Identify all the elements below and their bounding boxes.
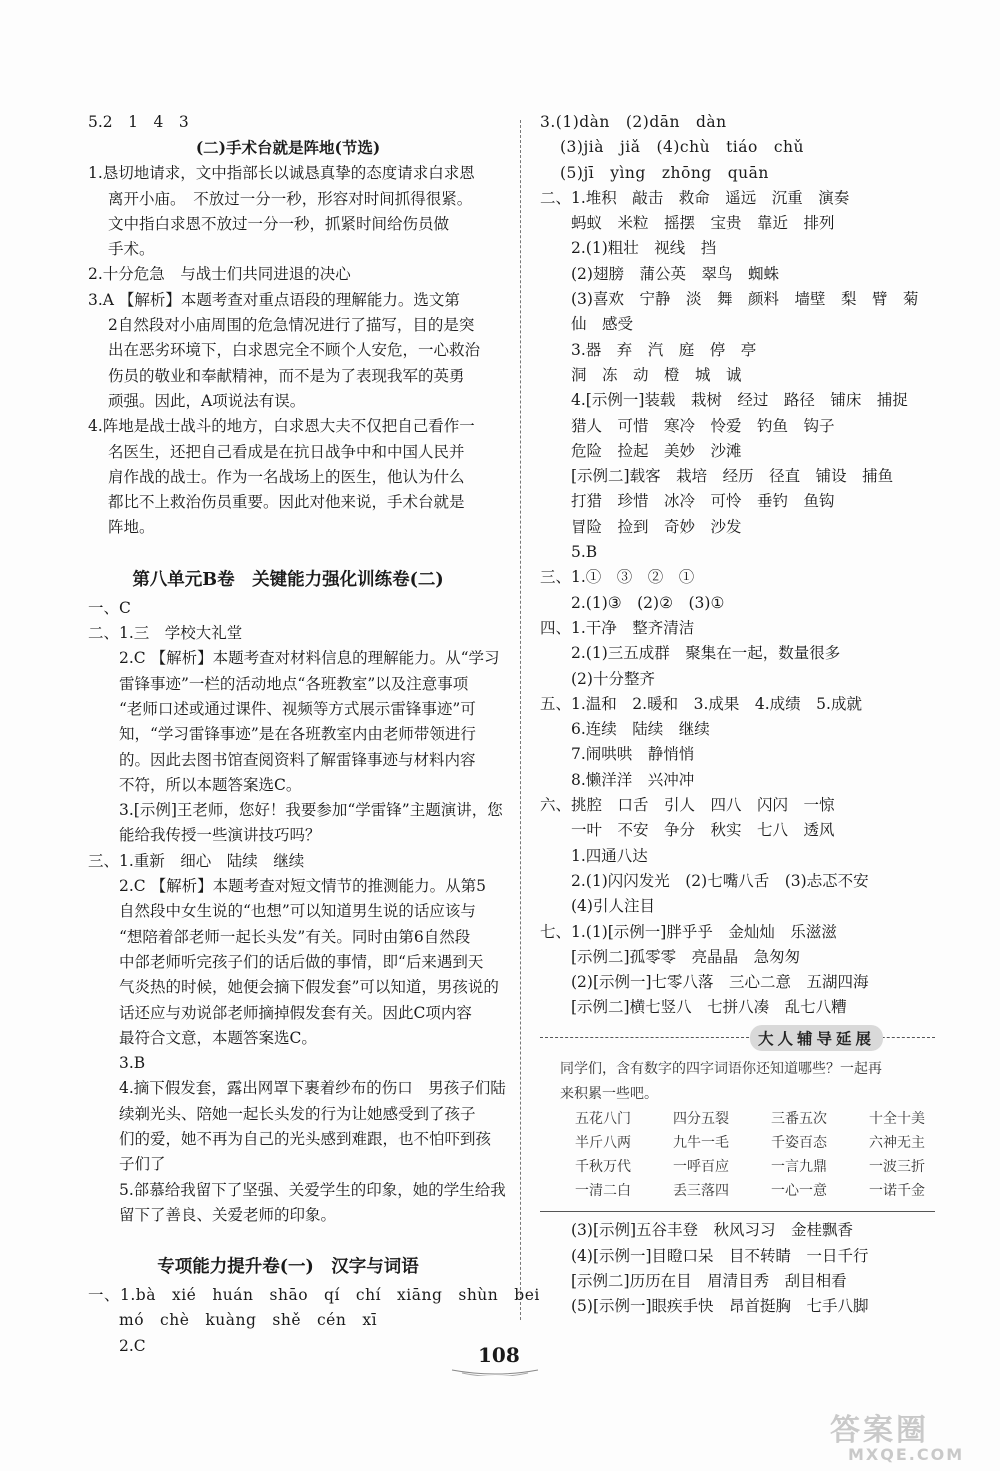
idiom-item: 九牛一毛 [673, 1135, 729, 1152]
idiom-grid [540, 1107, 935, 1203]
idiom-item: 一波三折 [869, 1159, 925, 1176]
answer-line: 一、C [88, 598, 131, 617]
idiom-item: 三番五次 [771, 1111, 827, 1128]
answer-line: 3.B [119, 1054, 146, 1073]
idiom-item: 千姿百态 [771, 1135, 827, 1152]
idiom-item: 一呼百应 [673, 1159, 729, 1176]
section-heading: 专项能力提升卷(一) 汉字与词语 [157, 1257, 419, 1278]
idiom-item: 一心一意 [771, 1183, 827, 1200]
answer-line: 子们了 [119, 1155, 166, 1174]
pinyin-line: (3)jià jiǎ (4)chù tiáo chǔ [560, 138, 804, 157]
answer-line: 4.阵地是战士战斗的地方，白求恩大夫不仅把自己看作一 [88, 417, 475, 436]
answer-line: [示例二]横七竖八 七拼八凑 乱七八糟 [571, 998, 847, 1017]
answer-line: 六、挑腔 口舌 引人 四八 闪闪 一惊 [540, 796, 835, 815]
answer-line: 伤员的敬业和奉献精神，而不是为了表现我军的英勇 [108, 366, 465, 385]
answer-line: [示例二]孤零零 亮晶晶 急匆匆 [571, 947, 801, 966]
answer-line: (3)[示例]五谷丰登 秋风习习 金桂飘香 [571, 1221, 854, 1240]
answer-line: 气炎热的时候，她便会摘下假发套”可以知道，男孩说的 [119, 978, 499, 997]
answer-line: 5.2 1 4 3 [88, 113, 189, 131]
answer-line: 最符合文意，本题答案选C。 [119, 1028, 317, 1047]
answer-line: 一叶 不安 争分 秋实 七八 透风 [571, 821, 835, 840]
answer-line: 猎人 可惜 寒冷 怜爱 钓鱼 钩子 [571, 416, 835, 435]
answer-line: 三、1.重新 细心 陆续 继续 [88, 851, 305, 870]
answer-line: 7.闹哄哄 静悄悄 [571, 745, 695, 764]
answer-line: 2自然段对小庙周围的危急情况进行了描写，目的是突 [108, 316, 475, 335]
parent-guidance-banner [540, 1023, 935, 1053]
answer-line: 2.(1)三五成群 聚集在一起，数量很多 [571, 644, 841, 663]
answer-line: 出在恶劣环境下，白求恩完全不顾个人安危，一心救治 [108, 341, 481, 360]
answer-line: 三、1.① ③ ② ① [540, 568, 695, 587]
answer-line: 二、1.堆积 敲击 救命 遥远 沉重 演奏 [540, 188, 850, 207]
answer-line: 打猎 珍惜 冰冷 可怜 垂钓 鱼钩 [571, 492, 835, 511]
watermark-url: MXQE.COM [848, 1445, 965, 1464]
answer-line: (2)翅膀 蒲公英 翠鸟 蜘蛛 [571, 264, 779, 283]
answer-line: 不符，所以本题答案选C。 [119, 775, 302, 794]
answer-line: (5)[示例一]眼疾手快 昂首挺胸 七手八脚 [571, 1297, 869, 1316]
idiom-item: 一诺千金 [869, 1183, 925, 1200]
answer-line: 3.器 弃 汽 庭 停 亭 [571, 340, 757, 359]
answer-line: 话还应与劝说郃老师摘掉假发套有关。因此C项内容 [119, 1003, 472, 1022]
answer-line: 离开小庙。 不放过一分一秒，形容对时间抓得很紧。 [108, 189, 473, 208]
answer-line: 2.C [119, 1336, 146, 1355]
answer-line: 留下了善良、关爱老师的印象。 [119, 1205, 337, 1224]
answer-line: 危险 捡起 美妙 沙滩 [571, 441, 742, 460]
answer-line: 们的爱，她不再为自己的光头感到难跟，也不怕吓到孩 [119, 1129, 492, 1148]
answer-line: (4)[示例一]目瞪口呆 目不转睛 一日千行 [571, 1246, 869, 1265]
answer-line: 仙 感受 [571, 315, 634, 334]
pinyin-line: (5)jī yìng zhōng quān [560, 163, 769, 182]
pinyin-line: 一、1.bà xié huán shāo qí chí xiāng shùn bei [88, 1286, 540, 1305]
idiom-item: 五花八门 [575, 1111, 631, 1128]
answer-line: 知，“学习雷锋事迹”是在各班教室内由老师带领进行 [119, 725, 476, 744]
idiom-item: 十全十美 [869, 1111, 925, 1128]
idiom-item: 千秋万代 [575, 1159, 631, 1176]
guidance-text: 同学们，含有数字的四字词语你还知道哪些？一起再 [560, 1060, 882, 1077]
answer-line: 4.[示例一]装载 栽树 经过 路径 铺床 捕捉 [571, 391, 908, 410]
answer-line: 2.(1)③ (2)② (3)① [571, 593, 725, 612]
idiom-item: 六神无主 [869, 1135, 925, 1152]
parent-guidance-box [540, 1023, 935, 1213]
answer-line: 能给我传授一些演讲技巧吗？ [119, 826, 321, 845]
answer-line: 中郃老师听完孩子们的话后做的事情，即“后来遇到天 [119, 952, 484, 971]
banner-title: 大人辅导延展 [750, 1025, 883, 1051]
pinyin-line: mó chè kuàng shě cén xī [119, 1311, 378, 1330]
answer-line: 手术。 [108, 240, 155, 259]
answer-line: 3.A 【解析】本题考查对重点语段的理解能力。选文第 [88, 290, 460, 309]
answer-line: 2.C 【解析】本题考查对短文情节的推测能力。从第5 [119, 877, 486, 896]
answer-line: (2)十分整齐 [571, 669, 655, 688]
answer-line: (3)喜欢 宁静 淡 舞 颜料 墙壁 梨 臂 菊 [571, 290, 919, 309]
idiom-item: 四分五裂 [673, 1111, 729, 1128]
answer-line: 七、1.(1)[示例一]胖乎乎 金灿灿 乐滋滋 [540, 922, 837, 941]
idiom-item: 一清二白 [575, 1183, 631, 1200]
answer-line: “老师口述或通过课件、视频等方式展示雷锋事迹”可 [119, 699, 476, 718]
pinyin-line: 3.(1)dàn (2)dān dàn [540, 113, 727, 131]
answer-line: 冒险 捡到 奇妙 沙发 [571, 517, 742, 536]
answer-line: 阵地。 [108, 518, 155, 537]
answer-line: 3.[示例]王老师，您好！我要参加“学雷锋”主题演讲，您 [119, 801, 503, 820]
watermark-logo-text: 答案圈 [830, 1413, 929, 1448]
section-heading: 第八单元B卷 关键能力强化训练卷(二) [132, 569, 444, 590]
answer-line: 名医生，还把自己看成是在抗日战争中和中国人民并 [108, 442, 465, 461]
column-divider [520, 120, 521, 1320]
answer-line: 续剃光头、陪她一起长头发的行为让她感受到了孩子 [119, 1104, 476, 1123]
idiom-item: 半斤八两 [575, 1135, 631, 1152]
answer-line: 的。因此去图书馆查阅资料了解雷锋事迹与材料内容 [119, 750, 476, 769]
answer-line: 4.摘下假发套，露出网罩下裹着纱布的伤口 男孩子们陆 [119, 1079, 506, 1098]
answer-line: 自然段中女生说的“也想”可以知道男生说的话应该与 [119, 902, 476, 921]
answer-line: 肩作战的战士。作为一名战场上的医生，他认为什么 [108, 467, 465, 486]
answer-line: 顽强。因此，A项说法有误。 [108, 391, 306, 410]
watermark [830, 1405, 980, 1465]
idiom-item: 丢三落四 [673, 1183, 729, 1200]
answer-line: 洞 冻 动 橙 城 诚 [571, 365, 742, 384]
answer-line: 文中指白求恩不放过一分一秒，抓紧时间给伤员做 [108, 214, 450, 233]
answer-line: “想陪着郃老师一起长头发”有关。同时由第6自然段 [119, 927, 471, 946]
answer-line: 四、1.干净 整齐清洁 [540, 618, 695, 637]
answer-line: 1.恳切地请求，文中指部长以诚恳真挚的态度请求白求恩 [88, 164, 475, 183]
section-subtitle: (二)手术台就是阵地(节选) [195, 138, 381, 158]
answer-line: 5.郃慕给我留下了坚强、关爱学生的印象，她的学生给我 [119, 1180, 506, 1199]
answer-line: (4)引人注目 [571, 897, 655, 916]
answer-line: 1.四通八达 [571, 846, 648, 865]
answer-line: [示例二]载客 栽培 经历 径直 铺设 捕鱼 [571, 467, 894, 486]
answer-line: 5.B [571, 543, 598, 562]
answer-line: (2)[示例一]七零八落 三心二意 五湖四海 [571, 973, 869, 992]
answer-line: 五、1.温和 2.暖和 3.成果 4.成绩 5.成就 [540, 694, 862, 713]
right-column [540, 110, 935, 1319]
answer-line: 2.(1)闪闪发光 (2)七嘴八舌 (3)忐忑不安 [571, 871, 869, 890]
answer-line: 2.C 【解析】本题考查对材料信息的理解能力。从“学习 [119, 649, 500, 668]
answer-line: 2.(1)粗壮 视线 挡 [571, 239, 717, 258]
answer-line: 6.连续 陆续 继续 [571, 720, 710, 739]
page-number-ornament [450, 1368, 540, 1376]
answer-line: 蚂蚁 米粒 摇摆 宝贵 靠近 排列 [571, 214, 835, 233]
page-number: 108 [478, 1343, 520, 1367]
answer-line: 都比不上救治伤员重要。因此对他来说，手术台就是 [108, 493, 465, 512]
answer-line: [示例二]历历在目 眉清目秀 刮目相看 [571, 1271, 847, 1290]
answer-line: 雷锋事迹”一栏的活动地点“各班教室”以及注意事项 [119, 674, 469, 693]
answer-line: 二、1.三 学校大礼堂 [88, 624, 243, 643]
guidance-text: 来积累一些吧。 [560, 1085, 658, 1102]
answer-line: 2.十分危急 与战士们共同进退的决心 [88, 265, 351, 284]
answer-line: 8.懒洋洋 兴冲冲 [571, 770, 695, 789]
idiom-item: 一言九鼎 [771, 1159, 827, 1176]
